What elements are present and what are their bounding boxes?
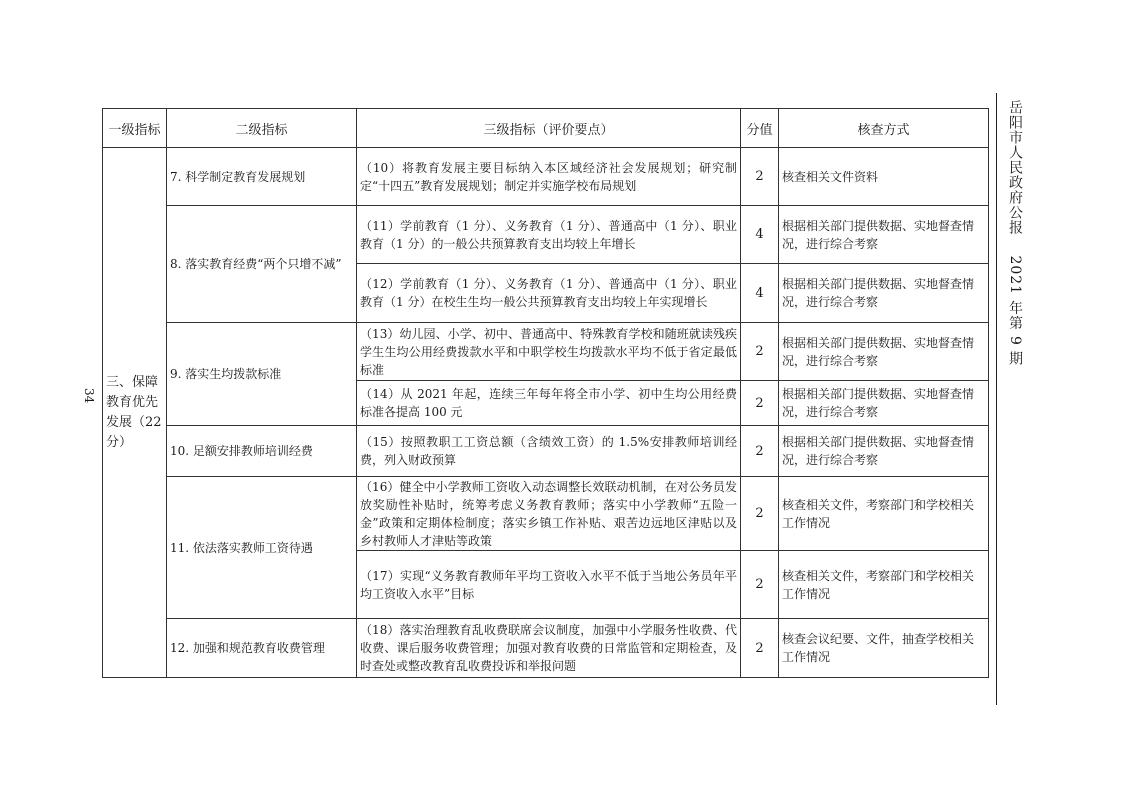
level3-cell: （17）实现“义务教育教师年平均工资收入水平不低于当地公务员年平均工资收入水平”目标 <box>357 551 741 619</box>
level2-cell: 9. 落实生均拨款标准 <box>167 323 357 426</box>
level3-cell: （10）将教育发展主要目标纳入本区域经济社会发展规划；研究制定“十四五”教育发展规划；制定并实施学校布局规划 <box>357 148 741 206</box>
level3-cell: （15）按照教职工工资总额（含绩效工资）的 1.5%安排教师培训经费，列入财政预算 <box>357 426 741 477</box>
method-cell: 根据相关部门提供数据、实地督查情况，进行综合考察 <box>779 206 989 264</box>
method-cell: 根据相关部门提供数据、实地督查情况，进行综合考察 <box>779 426 989 477</box>
score-cell: 2 <box>741 426 779 477</box>
level1-cell: 三、保障教育优先发展（22分） <box>103 148 167 678</box>
score-cell: 2 <box>741 619 779 678</box>
header-level1: 一级指标 <box>103 109 167 148</box>
score-cell: 2 <box>741 148 779 206</box>
score-cell: 2 <box>741 551 779 619</box>
level3-cell: （14）从 2021 年起，连续三年每年将全市小学、初中生均公用经费标准各提高 100 元 <box>357 381 741 426</box>
table-row <box>103 323 989 381</box>
table-row <box>103 477 989 551</box>
page-number: 34 <box>82 388 96 404</box>
method-cell: 根据相关部门提供数据、实地督查情况，进行综合考察 <box>779 323 989 381</box>
margin-rule <box>996 93 997 705</box>
table-row <box>103 148 989 206</box>
score-cell: 2 <box>741 477 779 551</box>
method-cell: 核查相关文件，考察部门和学校相关工作情况 <box>779 551 989 619</box>
level2-cell: 8. 落实教育经费“两个只增不减” <box>167 206 357 323</box>
method-cell: 根据相关部门提供数据、实地督查情况，进行综合考察 <box>779 381 989 426</box>
score-cell: 2 <box>741 381 779 426</box>
header-level3: 三级指标（评价要点） <box>357 109 741 148</box>
running-header: 岳阳市人民政府公报 2021 年第 9 期 <box>1007 100 1023 367</box>
level3-cell: （18）落实治理教育乱收费联席会议制度，加强中小学服务性收费、代收费、课后服务收费管理；加强对教育收费的日常监管和定期检查，及时查处或整改教育乱收费投诉和举报问题 <box>357 619 741 678</box>
header-score: 分值 <box>741 109 779 148</box>
method-cell: 核查相关文件，考察部门和学校相关工作情况 <box>779 477 989 551</box>
score-cell: 4 <box>741 206 779 264</box>
method-cell: 核查相关文件资料 <box>779 148 989 206</box>
header-level2: 二级指标 <box>167 109 357 148</box>
level2-cell: 11. 依法落实教师工资待遇 <box>167 477 357 619</box>
table-row <box>103 206 989 264</box>
level3-cell: （12）学前教育（1 分）、义务教育（1 分）、普通高中（1 分）、职业教育（1 分）在校生生均一般公共预算教育支出均较上年实现增长 <box>357 264 741 323</box>
table-header-row <box>103 109 989 148</box>
method-cell: 核查会议纪要、文件，抽查学校相关工作情况 <box>779 619 989 678</box>
level3-cell: （13）幼儿园、小学、初中、普通高中、特殊教育学校和随班就读残疾学生生均公用经费拨款水平和中职学校生均拨款水平均不低于省定最低标准 <box>357 323 741 381</box>
level3-cell: （16）健全中小学教师工资收入动态调整长效联动机制，在对公务员发放奖励性补贴时，统筹考虑义务教育教师；落实中小学教师“五险一金”政策和定期体检制度；落实乡镇工作补贴、艰苦边远地区津贴以及乡村教师人才津贴等政策 <box>357 477 741 551</box>
score-cell: 2 <box>741 323 779 381</box>
table-row <box>103 619 989 678</box>
score-cell: 4 <box>741 264 779 323</box>
method-cell: 根据相关部门提供数据、实地督查情况，进行综合考察 <box>779 264 989 323</box>
evaluation-table <box>102 108 989 678</box>
level2-cell: 7. 科学制定教育发展规划 <box>167 148 357 206</box>
level2-cell: 12. 加强和规范教育收费管理 <box>167 619 357 678</box>
level2-cell: 10. 足额安排教师培训经费 <box>167 426 357 477</box>
table-row <box>103 426 989 477</box>
level3-cell: （11）学前教育（1 分）、义务教育（1 分）、普通高中（1 分）、职业教育（1 分）的一般公共预算教育支出均较上年增长 <box>357 206 741 264</box>
header-method: 核查方式 <box>779 109 989 148</box>
